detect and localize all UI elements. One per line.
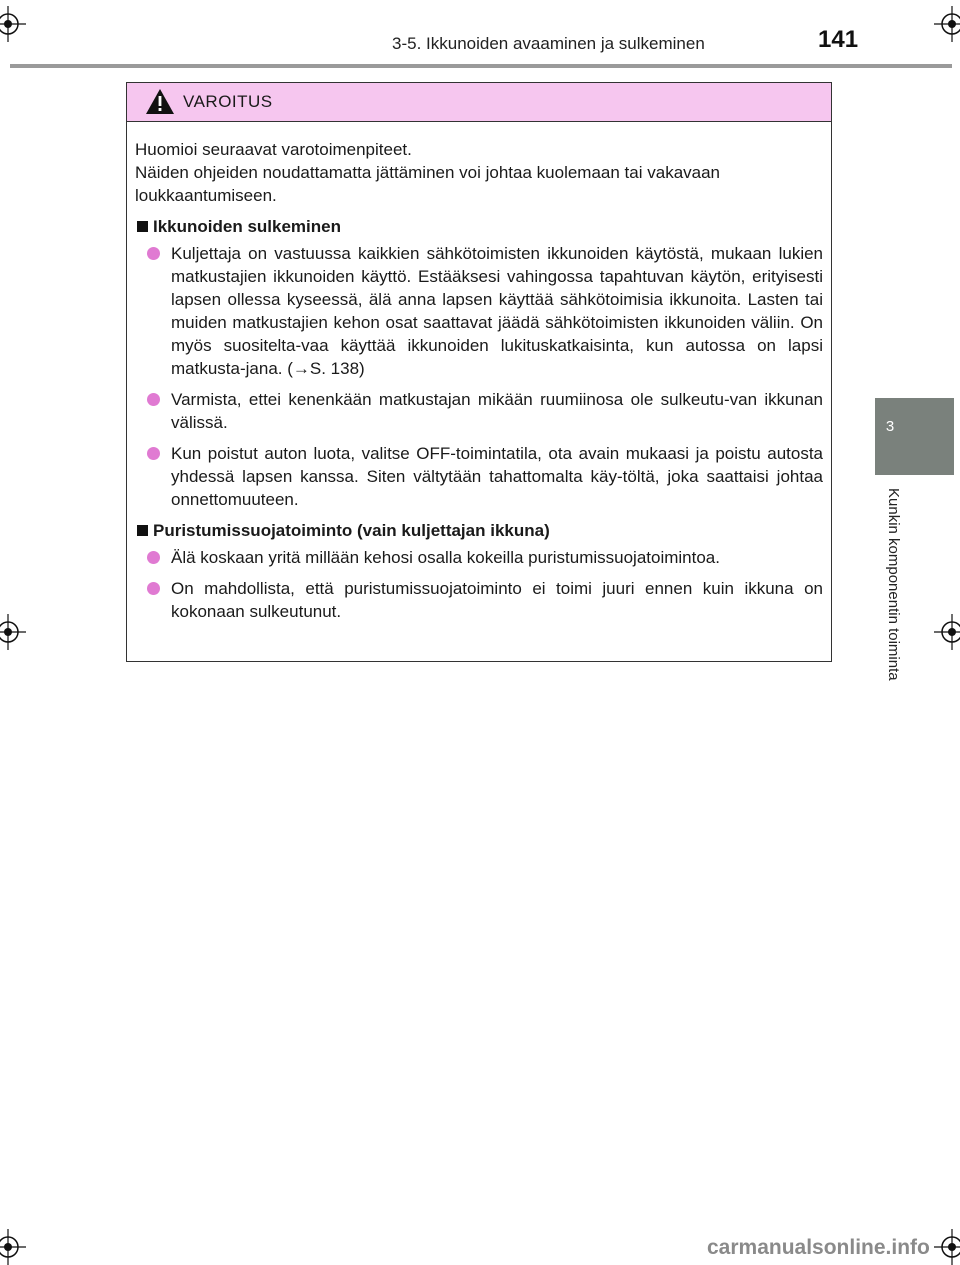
list-item-text: Kun poistut auton luota, valitse OFF-toimintatila, ota avain mukaasi ja poistu autosta yhdessä lapsen kanssa. Siten vältytään tahattomalta käy-töltä, joka saattaisi johtaa onnettomuuteen. [171, 444, 823, 509]
circle-bullet-icon [147, 447, 160, 460]
intro-line: Huomioi seuraavat varotoimenpiteet. [135, 140, 412, 159]
section-heading [135, 215, 823, 238]
list-item-text: On mahdollista, että puristumissuojatoiminto ei toimi juuri ennen kuin ikkuna on kokonaan sulkeutunut. [171, 579, 823, 621]
list-item-text: Kuljettaja on vastuussa kaikkien sähkötoimisten ikkunoiden käytöstä, mukaan lukien matkustajien ikkunoiden käyttö. Estääksesi vahingossa tapahtuvan käytön, erityisesti lapsen ollessa kyseessä, älä anna lapsen käyttää sähkötoimisia ikkunoita. Lasten tai muiden matkustajien kehon osat saattavat jäädä sähkötoimisten ikkunoiden väliin. On myös suositelta-vaa käyttää ikkunoiden lukituskatkaisinta, kun autossa on lapsi matkusta-jana. (→S. 138) [171, 244, 823, 378]
warning-label: VAROITUS [183, 92, 273, 111]
intro-line: Näiden ohjeiden noudattamatta jättäminen voi johtaa kuolemaan tai vakavaan loukkaantumiseen. [135, 163, 721, 205]
warning-body [127, 122, 831, 623]
list-item-text: Älä koskaan yritä millään kehosi osalla kokeilla puristumissuojatoimintoa. [171, 548, 720, 567]
warning-box [126, 82, 832, 662]
list-item [135, 388, 823, 434]
chapter-tab [875, 398, 954, 475]
registration-mark-icon [934, 6, 960, 42]
warning-intro [135, 138, 823, 207]
list-item [135, 577, 823, 623]
chapter-number: 3 [885, 418, 895, 435]
section-heading-text: Puristumissuojatoiminto (vain kuljettajan ikkuna) [153, 521, 550, 540]
circle-bullet-icon [147, 551, 160, 564]
warning-triangle-icon [145, 88, 175, 115]
list-item [135, 546, 823, 569]
circle-bullet-icon [147, 393, 160, 406]
circle-bullet-icon [147, 247, 160, 260]
square-bullet-icon [137, 221, 148, 232]
section-title: 3-5. Ikkunoiden avaaminen ja sulkeminen [392, 34, 705, 53]
registration-mark-icon [0, 1229, 26, 1265]
site-watermark: carmanualsonline.info [707, 1236, 930, 1259]
section-heading-text: Ikkunoiden sulkeminen [153, 217, 341, 236]
list-item [135, 442, 823, 511]
chapter-label: Kunkin komponentin toiminta [885, 488, 902, 681]
list-item-text: Varmista, ettei kenenkään matkustajan mikään ruumiinosa ole sulkeutu-van ikkunan välissä. [171, 390, 823, 432]
warning-header [127, 83, 831, 122]
registration-mark-icon [0, 6, 26, 42]
page-number: 141 [818, 26, 859, 53]
circle-bullet-icon [147, 582, 160, 595]
registration-mark-icon [934, 614, 960, 650]
header-divider [10, 64, 952, 68]
square-bullet-icon [137, 525, 148, 536]
section-heading [135, 519, 823, 542]
list-item [135, 242, 823, 380]
registration-mark-icon [934, 1229, 960, 1265]
registration-mark-icon [0, 614, 26, 650]
